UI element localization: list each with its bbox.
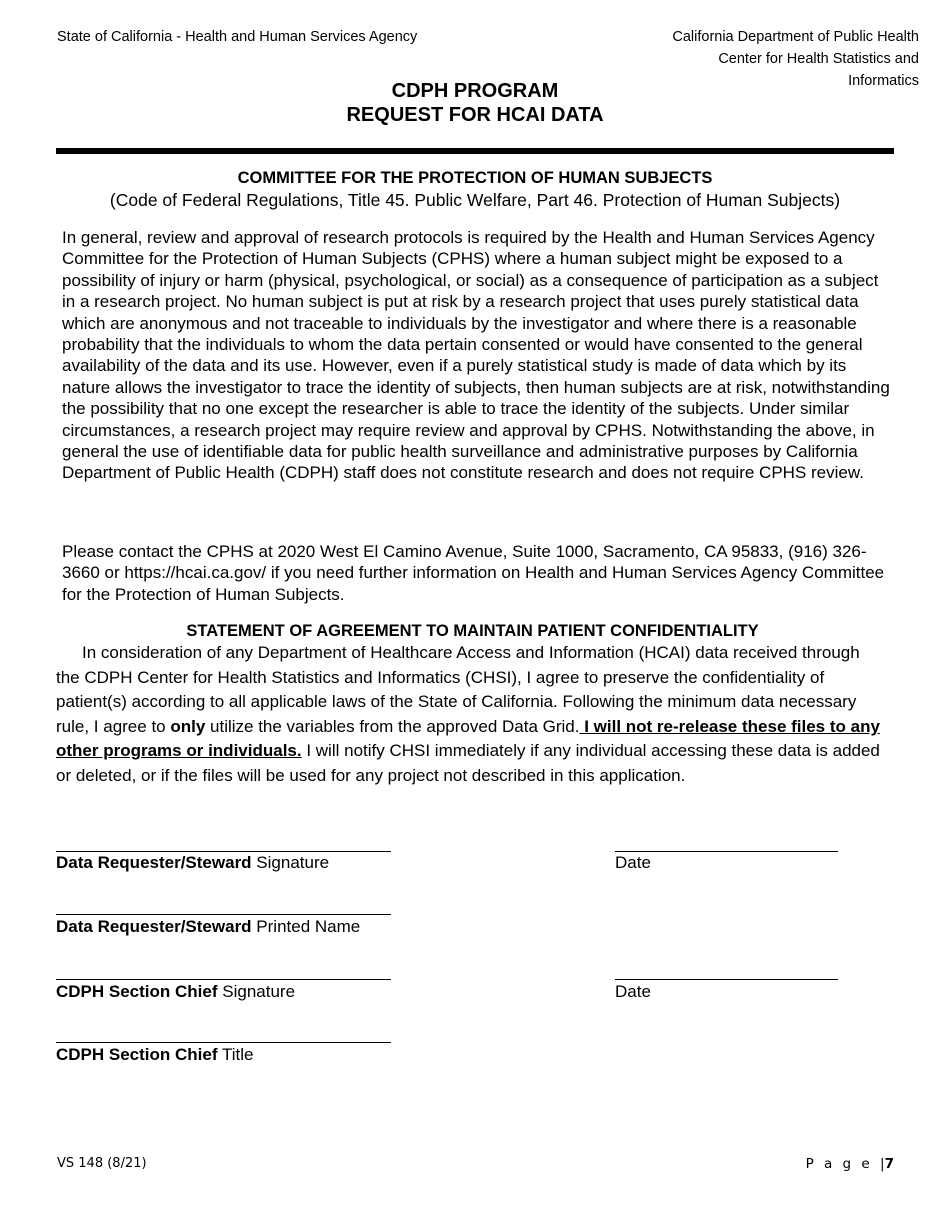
title-line-1: CDPH PROGRAM xyxy=(391,80,559,102)
page-separator: | xyxy=(880,1156,885,1172)
requester-date-line[interactable] xyxy=(615,851,838,852)
requester-name-label-rest: Printed Name xyxy=(251,917,361,936)
title-line-2: REQUEST FOR HCAI DATA xyxy=(346,104,604,126)
committee-heading: COMMITTEE FOR THE PROTECTION OF HUMAN SUBJECTS xyxy=(237,169,713,187)
chief-title-label-rest: Title xyxy=(217,1045,254,1064)
requester-signature-line[interactable] xyxy=(56,851,391,852)
committee-paragraph-2: Please contact the CPHS at 2020 West El Camino Avenue, Suite 1000, Sacramento, CA 95833, (916) 326-3660 or https://hcai.ca.gov/ if you need further information on Health and Human Services Agency Committee for the Protection of Human Subjects. xyxy=(62,542,885,604)
chief-title-label xyxy=(56,1045,253,1065)
chief-signature-line[interactable] xyxy=(56,979,391,980)
page-number: 7 xyxy=(884,1156,894,1172)
statement-no-rerelease: I will not re-release these files to any other programs or individuals. xyxy=(56,716,880,761)
page-word: P a g e xyxy=(805,1156,873,1172)
statement-paragraph xyxy=(56,641,886,789)
requester-name-label-bold: Data Requester/Steward xyxy=(56,917,252,936)
requester-printed-name-label xyxy=(56,917,360,937)
committee-paragraph-1: In general, review and approval of research protocols is required by the Health and Human Services Agency Committee for the Protection of Human Subjects (CPHS) where a human subject might be exposed to a possibility of injury or harm (physical, psychological, or social) as a consequence of participation as a subject in a research project. No human subject is put at risk by a research project that uses purely statistical data which are anonymous and not traceable to individuals by the investigator and where there is a reasonable probability that the individuals to whom the data pertain consented or would have consented to the general availability of the data and its use. However, even if a purely statistical study is made of data which by its nature allows the investigator to trace the identity of subjects, then human subjects are at risk, notwithstanding the possibility that no one except the researcher is able to trace the identity of the subjects. Under similar circumstances, a research project may require review and approval by CPHS. Notwithstanding the above, in general the use of identifiable data for public health surveillance and administrative purposes by California Department of Public Health (CDPH) staff does not constitute research and does not require CPHS review. xyxy=(62,228,890,483)
agency-header: State of California - Health and Human Services Agency xyxy=(57,29,418,45)
department-line-3: Informatics xyxy=(848,73,919,89)
title-divider xyxy=(56,148,894,154)
chief-signature-label-bold: CDPH Section Chief xyxy=(56,982,218,1001)
chief-title-label-bold: CDPH Section Chief xyxy=(56,1045,218,1064)
department-line-1: California Department of Public Health xyxy=(672,29,919,45)
chief-date-label: Date xyxy=(615,982,651,1001)
requester-signature-label-bold: Data Requester/Steward xyxy=(56,853,252,872)
requester-date-label: Date xyxy=(615,853,651,872)
statement-text-c: I will notify CHSI immediately if any individual accessing these data is added or deleted, or if the files will be used for any project not described in this application. xyxy=(56,741,880,785)
statement-heading: STATEMENT OF AGREEMENT TO MAINTAIN PATIENT CONFIDENTIALITY xyxy=(186,622,759,640)
form-id: VS 148 (8/21) xyxy=(57,1156,147,1171)
requester-printed-name-line[interactable] xyxy=(56,914,391,915)
chief-signature-label xyxy=(56,982,295,1002)
committee-subheading: (Code of Federal Regulations, Title 45. Public Welfare, Part 46. Protection of Human Subjects) xyxy=(109,190,841,210)
requester-signature-label xyxy=(56,853,329,873)
requester-signature-label-rest: Signature xyxy=(251,853,330,872)
statement-text-b: utilize the variables from the approved Data Grid. xyxy=(205,716,580,736)
department-line-2: Center for Health Statistics and xyxy=(718,51,919,67)
chief-date-line[interactable] xyxy=(615,979,838,980)
page-number-block xyxy=(806,1156,894,1172)
chief-title-line[interactable] xyxy=(56,1042,391,1043)
statement-only-emphasis: only xyxy=(170,716,206,736)
page-title xyxy=(0,79,950,127)
statement-text-a: In consideration of any Department of Healthcare Access and Information (HCAI) data received through the CDPH Center for Health Statistics and Informatics (CHSI), I agree to preserve the confidentiality of patient(s) according to all applicable laws of the State of California. Following the minimum data necessary rule, I agree to xyxy=(56,643,860,736)
chief-signature-label-rest: Signature xyxy=(217,982,296,1001)
